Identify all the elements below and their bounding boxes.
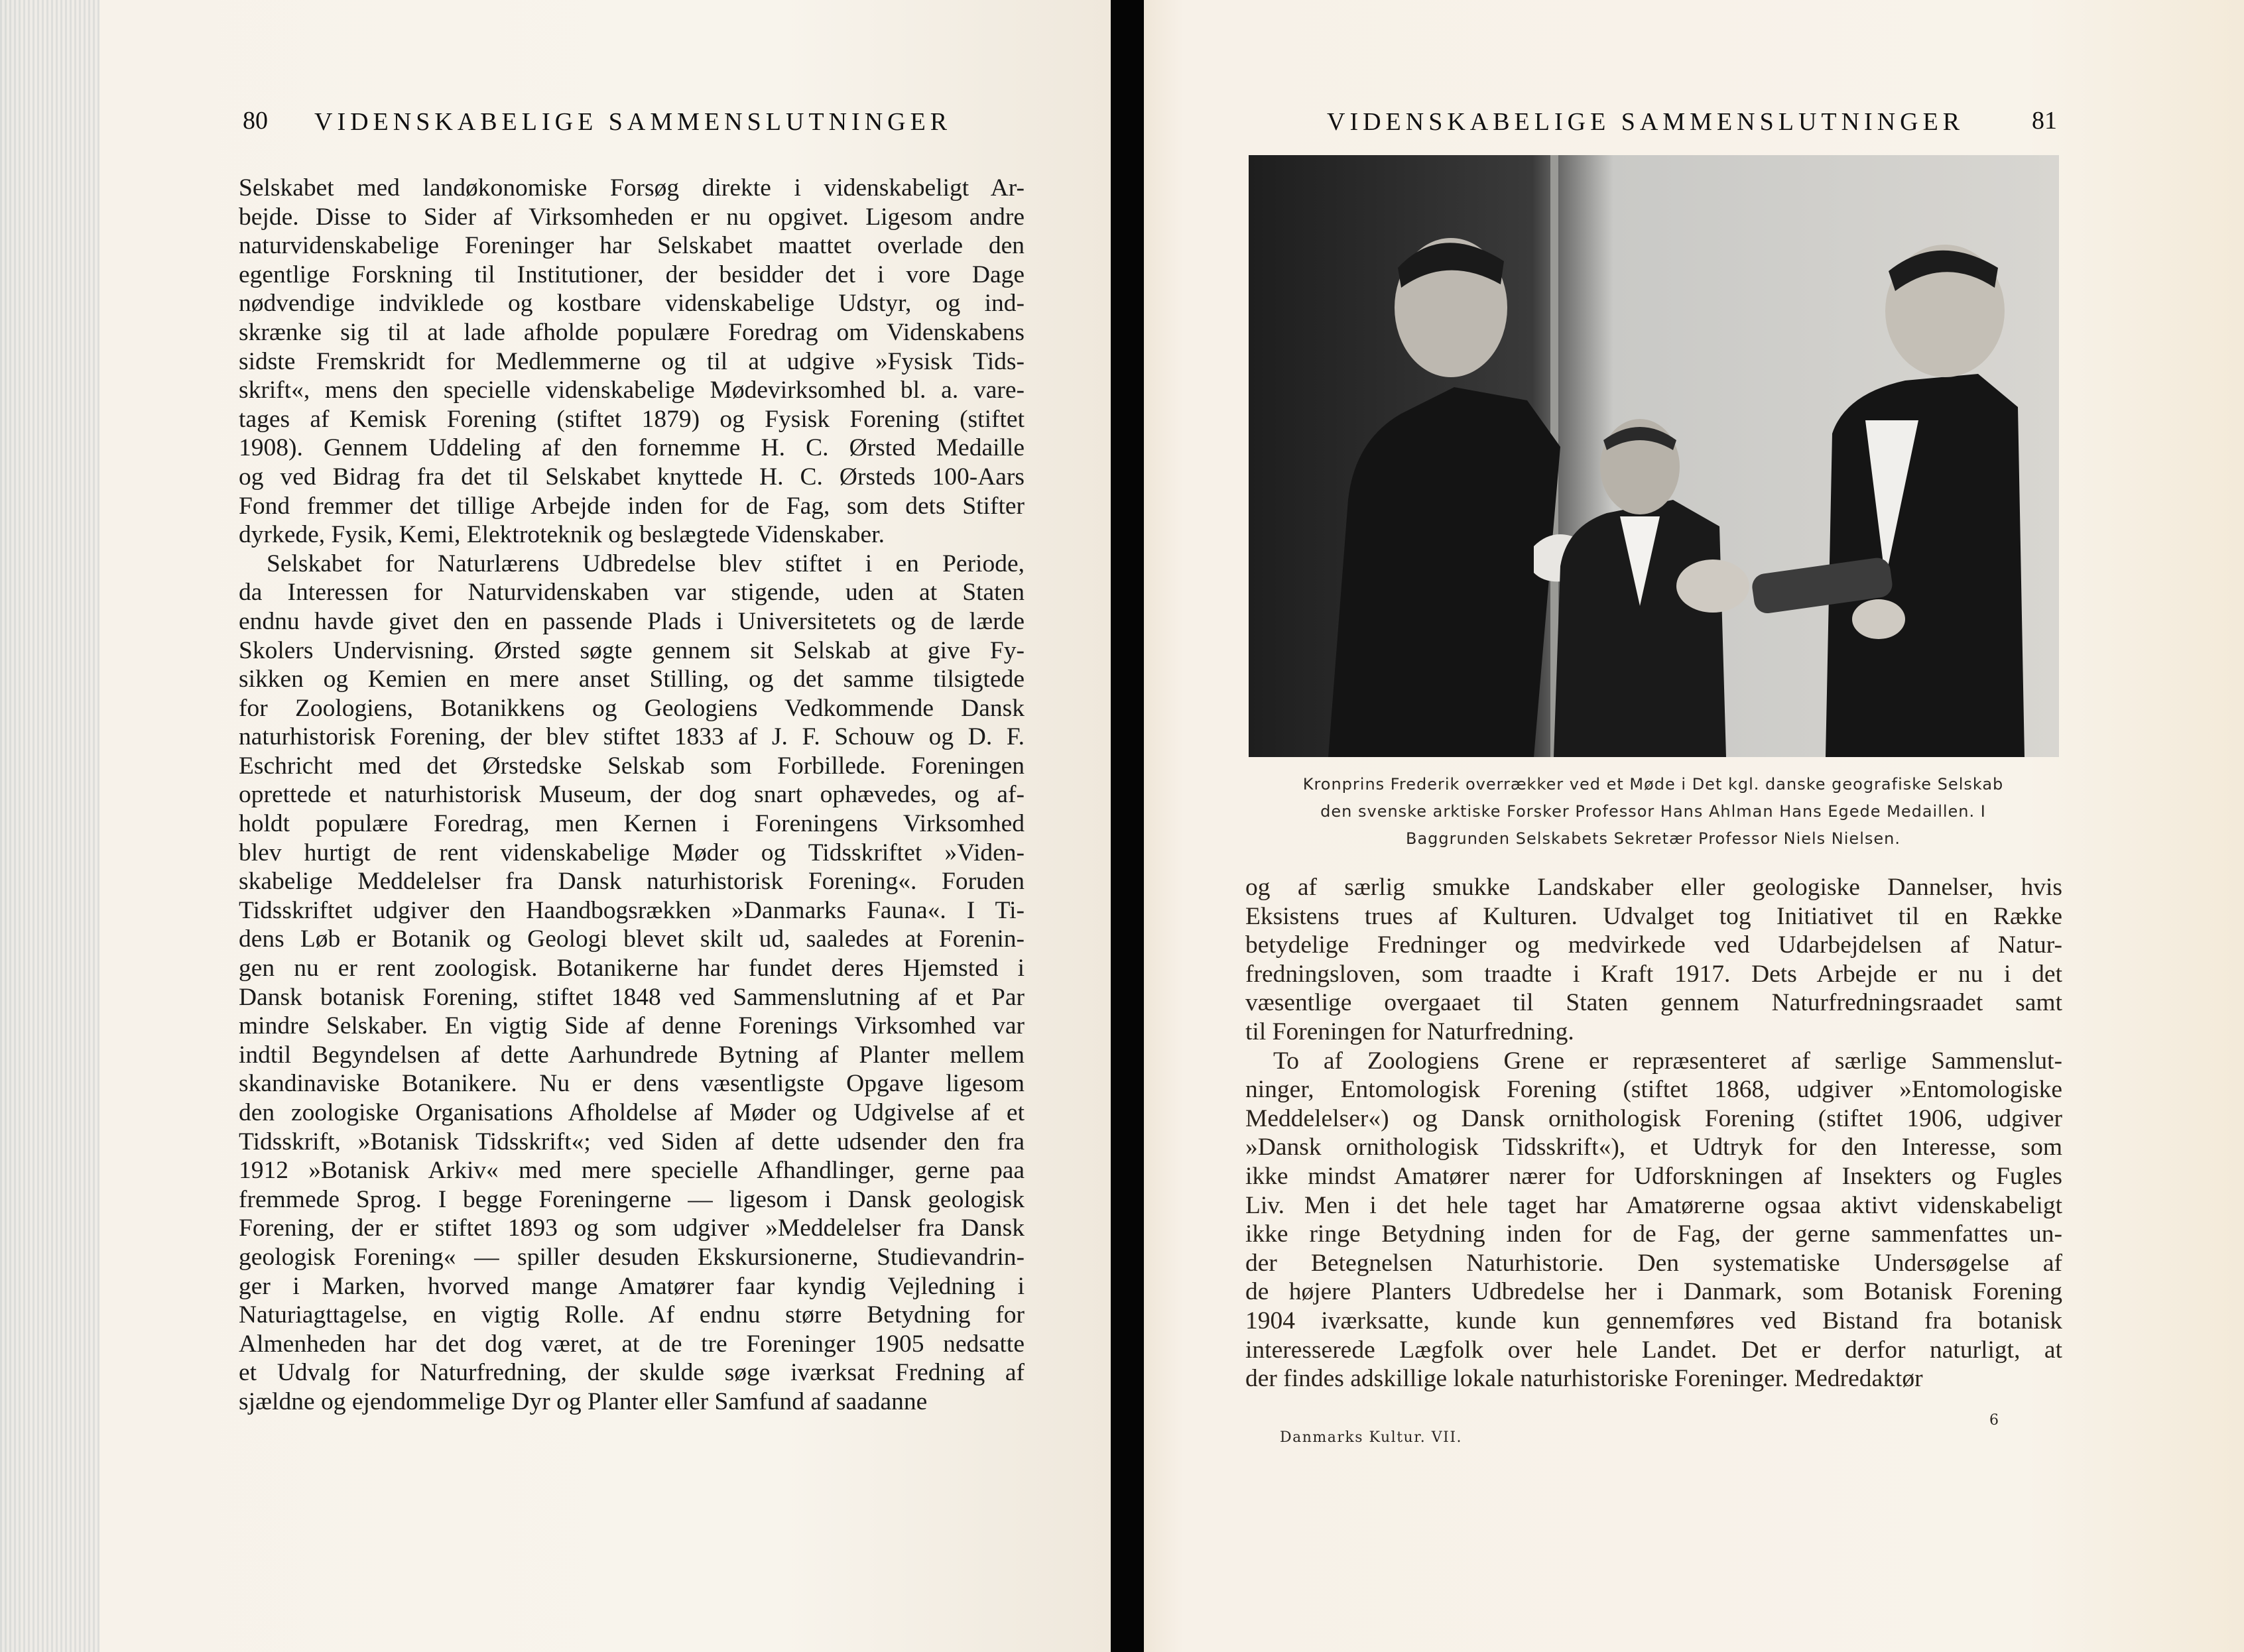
page-edge-stack [0,0,99,1652]
page-number: 80 [243,107,268,135]
text-line: 1904 iværksatte, kunde kun gennemføres ved Bistand fra botanisk [1245,1307,2062,1334]
text-line: 1908). Gennem Uddeling af den fornemme H. C. Ørsted Medaille [239,434,1025,462]
text-line: ikke mindst Amatører nærer for Udforskningen af Insekters og Fugles [1245,1162,2062,1190]
text-line: Fond fremmer det tillige Arbejde inden for de Fag, som dets Stifter [239,492,1025,520]
text-line: Naturiagttagelse, en vigtig Rolle. Af endnu større Betydning for [239,1301,1025,1329]
left-page [0,0,1111,1652]
text-line: Dansk botanisk Forening, stiftet 1848 ved Sammenslutning af et Par [239,983,1025,1011]
text-line: mindre Selskaber. En vigtig Side af denne Forenings Virksomhed var [239,1012,1025,1040]
running-head: VIDENSKABELIGE SAMMENSLUTNINGER [1327,108,1965,136]
text-line: Almenheden har det dog været, at de tre Foreninger 1905 nedsatte [239,1330,1025,1358]
text-line: skandinaviske Botanikere. Nu er dens væsentligste Opgave ligesom [239,1070,1025,1098]
photograph-illustration [1249,155,2059,757]
text-line: skabelige Meddelelser fra Dansk naturhistorisk Forening«. Foruden [239,868,1025,896]
footer-volume: Danmarks Kultur. VII. [1280,1429,1463,1446]
text-line: da Interessen for Naturvidenskaben var stigende, uden at Staten [239,579,1025,607]
text-line: interesserede Lægfolk over hele Landet. Det er derfor naturligt, at [1245,1336,2062,1364]
text-line: dyrkede, Fysik, Kemi, Elektroteknik og beslægtede Videnskaber. [239,521,885,549]
text-line: Eksistens trues af Kulturen. Udvalget tog Initiativet til en Række [1245,902,2062,930]
text-line: To af Zoologiens Grene er repræsenteret af særlige Sammenslut- [1273,1047,2062,1075]
text-line: »Dansk ornithologisk Tidsskrift«), et Udtryk for den Interesse, som [1245,1134,2062,1161]
text-line: gen nu er rent zoologisk. Botanikerne har fundet deres Hjemsted i [239,955,1025,982]
text-line: Liv. Men i det hele taget har Amatørerne ogsaa aktivt videnskabeligt [1245,1191,2062,1219]
text-line: ikke ringe Betydning inden for de Fag, der gerne sammenfattes un- [1245,1220,2062,1248]
text-line: egentlige Forskning til Institutioner, der besidder det i vore Dage [239,261,1025,288]
text-line: væsentlige overgaaet til Staten gennem Naturfredningsraadet samt [1245,989,2062,1017]
body-text [239,174,1025,1417]
text-line: tages af Kemisk Forening (stiftet 1879) og Fysisk Forening (stiftet [239,405,1025,433]
text-line: Tidsskriftet udgiver den Haandbogsrækken »Danmarks Fauna«. I Ti- [239,896,1025,924]
text-line: dens Løb er Botanik og Geologi blevet skilt ud, saaledes at Forenin- [239,925,1025,953]
text-line: 1912 »Botanisk Arkiv« med mere specielle Afhandlinger, gerne paa [239,1157,1025,1185]
text-line: oprettede et naturhistorisk Museum, der dog snart ophævedes, og af- [239,781,1025,809]
text-line: bejde. Disse to Sider af Virksomheden er nu opgivet. Ligesom andre [239,203,1025,231]
text-line: nødvendige indviklede og kostbare videnskabelige Udstyr, og ind- [239,290,1025,318]
footer-signature: 6 [1989,1412,2000,1429]
text-line: Meddelelser«) og Dansk ornithologisk Forening (stiftet 1906, udgiver [1245,1104,2062,1132]
text-line: naturhistorisk Forening, der blev stiftet 1833 af J. F. Schouw og D. F. [239,723,1025,751]
text-line: og af særlig smukke Landskaber eller geologiske Dannelser, hvis [1245,874,2062,901]
text-line: naturvidenskabelige Foreninger har Selskabet maattet overlade den [239,232,1025,260]
text-line: et Udvalg for Naturfredning, der skulde søge iværksat Fredning af [239,1359,1025,1387]
text-line: skrift«, mens den specielle videnskabelige Mødevirksomhed bl. a. vare- [239,377,1025,404]
text-line: fremmede Sprog. I begge Foreningerne — ligesom i Dansk geologisk [239,1185,1025,1213]
book-gutter [1111,0,1144,1652]
text-line: skrænke sig til at lade afholde populære Foredrag om Videnskabens [239,318,1025,346]
text-line: blev hurtigt de rent videnskabelige Møder og Tidsskriftet »Viden- [239,839,1025,866]
text-line: der Betegnelsen Naturhistorie. Den systematiske Undersøgelse af [1245,1249,2062,1277]
text-line: den zoologiske Organisations Afholdelse af Møder og Udgivelse af et [239,1099,1025,1126]
text-line: geologisk Forening« — spiller desuden Ekskursionerne, Studievandrin- [239,1243,1025,1271]
text-line: sikken og Kemien en mere anset Stilling, og det samme tilsigtede [239,666,1025,693]
text-line: endnu havde givet den en passende Plads i Universitetets og de lærde [239,607,1025,635]
text-line: Eschricht med det Ørstedske Selskab som Forbillede. Foreningen [239,752,1025,780]
text-line: holdt populære Foredrag, men Kernen i Foreningens Virksomhed [239,810,1025,838]
text-line: og ved Bidrag fra det til Selskabet knyttede H. C. Ørsteds 100-Aars [239,463,1025,491]
text-line: sjældne og ejendommelige Dyr og Planter eller Samfund af saadanne [239,1387,928,1415]
photograph [1249,155,2059,757]
text-line: ger i Marken, hvorved mange Amatører faar kyndig Vejledning i [239,1272,1025,1300]
running-head: VIDENSKABELIGE SAMMENSLUTNINGER [314,108,952,136]
text-line: sidste Fremskridt for Medlemmerne og til at udgive »Fysisk Tids- [239,347,1025,375]
text-line: der findes adskillige lokale naturhistoriske Foreninger. Medredaktør [1245,1365,1923,1393]
text-line: til Foreningen for Naturfredning. [1245,1018,1574,1045]
caption-line: Baggrunden Selskabets Sekretær Professor Niels Nielsen. [1406,829,1901,848]
photo-caption [1243,771,2063,853]
body-text [1245,873,2062,1393]
text-line: Selskabet for Naturlærens Udbredelse blev stiftet i en Periode, [267,550,1025,577]
text-line: de højere Planters Udbredelse her i Danmark, som Botanisk Forening [1245,1278,2062,1306]
text-line: Tidsskrift, »Botanisk Tidsskrift«; ved Siden af dette udsender den fra [239,1128,1025,1155]
text-line: Skolers Undervisning. Ørsted søgte gennem sit Selskab at give Fy- [239,636,1025,664]
caption-line: den svenske arktiske Forsker Professor Hans Ahlman Hans Egede Medaillen. I [1320,802,1986,821]
text-line: ninger, Entomologisk Forening (stiftet 1868, udgiver »Entomologiske [1245,1076,2062,1104]
text-line: Selskabet med landøkonomiske Forsøg direkte i videnskabeligt Ar- [239,174,1025,202]
text-line: indtil Begyndelsen af dette Aarhundrede Bytning af Planter mellem [239,1041,1025,1069]
text-line: for Zoologiens, Botanikkens og Geologiens Vedkommende Dansk [239,694,1025,722]
page-number: 81 [2032,107,2057,135]
text-line: Forening, der er stiftet 1893 og som udgiver »Meddelelser fra Dansk [239,1214,1025,1242]
caption-line: Kronprins Frederik overrækker ved et Møde i Det kgl. danske geografiske Selskab [1302,775,2004,794]
text-line: betydelige Fredninger og medvirkede ved Udarbejdelsen af Natur- [1245,931,2062,959]
text-line: fredningsloven, som traadte i Kraft 1917. Dets Arbejde er nu i det [1245,960,2062,988]
